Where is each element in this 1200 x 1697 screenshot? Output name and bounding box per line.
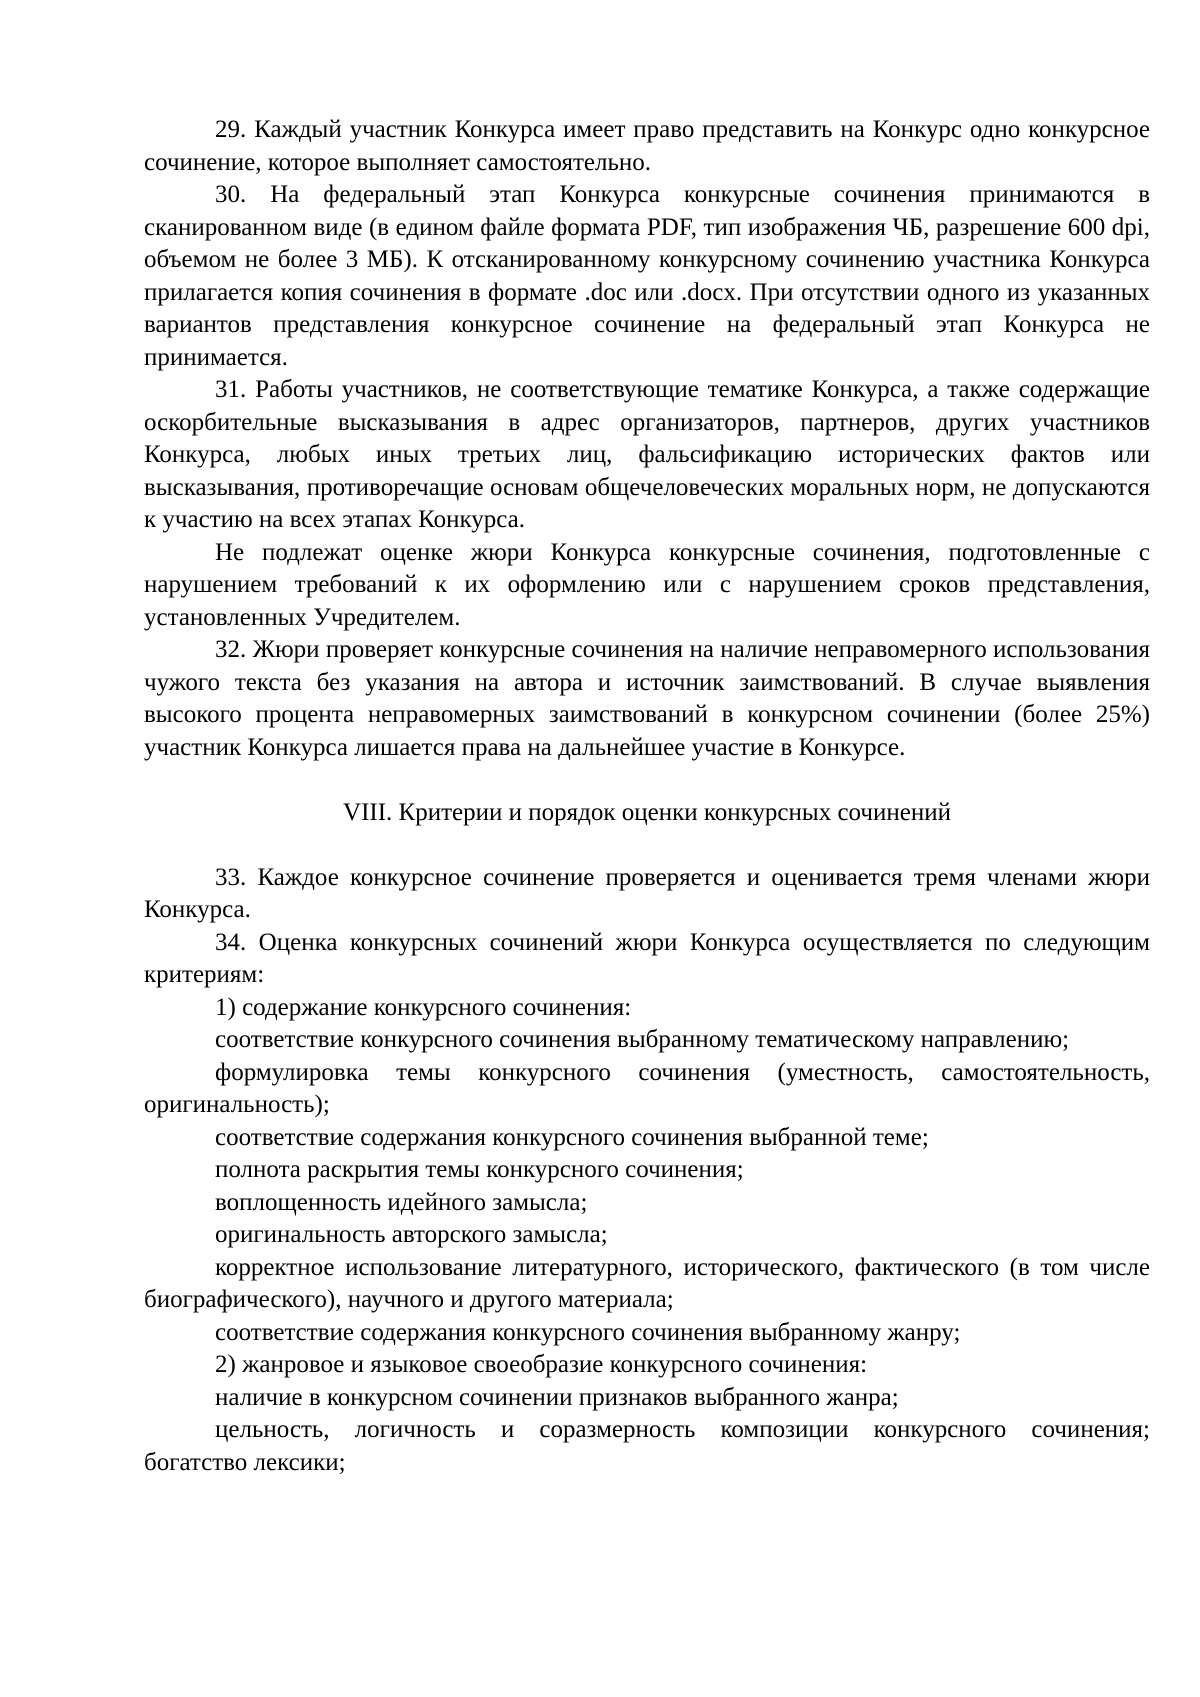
criterion-item: оригинальность авторского замысла; xyxy=(215,1221,608,1248)
paragraph-31: 31. Работы участников, не соответствующие тематике Конкурса, а также содержащие оскорбительные высказывания в адрес организаторов, партнеров, других участников Конкурса, любых иных третьих лиц, фальсификацию исторических фактов или высказывания, противоречащие основам общечеловеческих моральных норм, не допускаются к участию на всех этапах Конкурса. xyxy=(144,376,1150,533)
criterion-item: полнота раскрытия темы конкурсного сочинения; xyxy=(215,1156,744,1183)
section-heading: VIII. Критерии и порядок оценки конкурсных сочинений xyxy=(343,798,951,826)
criterion-item: цельность, логичность и соразмерность композиции конкурсного сочинения; xyxy=(215,1416,1150,1443)
criterion-item: соответствие содержания конкурсного сочинения выбранной теме; xyxy=(215,1123,929,1151)
paragraph-32: 32. Жюри проверяет конкурсные сочинения на наличие неправомерного использования чужого текста без указания на автора и источник заимствований. В случае выявления высокого процента неправомерных заимствований в конкурсном сочинении (более 25%) участник Конкурса лишается права на дальнейшее участие в Конкурсе. xyxy=(144,636,1150,761)
criterion-item: корректное использование литературного, исторического, фактического (в том числе биографического), научного и другого материала; xyxy=(144,1253,1150,1313)
paragraph-31-continued: Не подлежат оценке жюри Конкурса конкурсные сочинения, подготовленные с нарушением требований к их оформлению или с нарушением сроков представления, установленных Учредителем. xyxy=(144,538,1150,631)
criterion-item: наличие в конкурсном сочинении признаков выбранного жанра; xyxy=(215,1383,899,1411)
criterion-item: соответствие содержания конкурсного сочинения выбранному жанру; xyxy=(215,1318,961,1346)
paragraph-30: 30. На федеральный этап Конкурса конкурсные сочинения принимаются в сканированном виде (в едином файле формата PDF, тип изображения ЧБ, разрешение 600 dpi, объемом не более 3 МБ). К отсканированному конкурсному сочинению участника Конкурса прилагается копия сочинения в формате .doc или .docx. При отсутствии одного из указанных вариантов представления конкурсное сочинение на федеральный этап Конкурса не принимается. xyxy=(144,181,1150,371)
criterion-item: воплощенность идейного замысла; xyxy=(215,1188,588,1216)
criterion-item: богатство лексики; xyxy=(144,1448,346,1476)
paragraph-29: 29. Каждый участник Конкурса имеет право представить на Конкурс одно конкурсное сочинение, которое выполняет самостоятельно. xyxy=(144,116,1150,176)
document-body xyxy=(144,114,1150,1479)
criterion-item: соответствие конкурсного сочинения выбранному тематическому направлению; xyxy=(215,1026,1070,1053)
paragraph-34: 34. Оценка конкурсных сочинений жюри Конкурса осуществляется по следующим критериям: xyxy=(144,928,1150,988)
criteria-group-genre-language: 2) жанровое и языковое своеобразие конкурсного сочинения: xyxy=(215,1351,868,1378)
paragraph-33: 33. Каждое конкурсное сочинение проверяется и оценивается тремя членами жюри Конкурса. xyxy=(144,863,1150,923)
criterion-item: формулировка темы конкурсного сочинения (уместность, самостоятельность, оригинальность); xyxy=(144,1058,1150,1118)
criteria-group-content: 1) содержание конкурсного сочинения: xyxy=(215,993,632,1021)
